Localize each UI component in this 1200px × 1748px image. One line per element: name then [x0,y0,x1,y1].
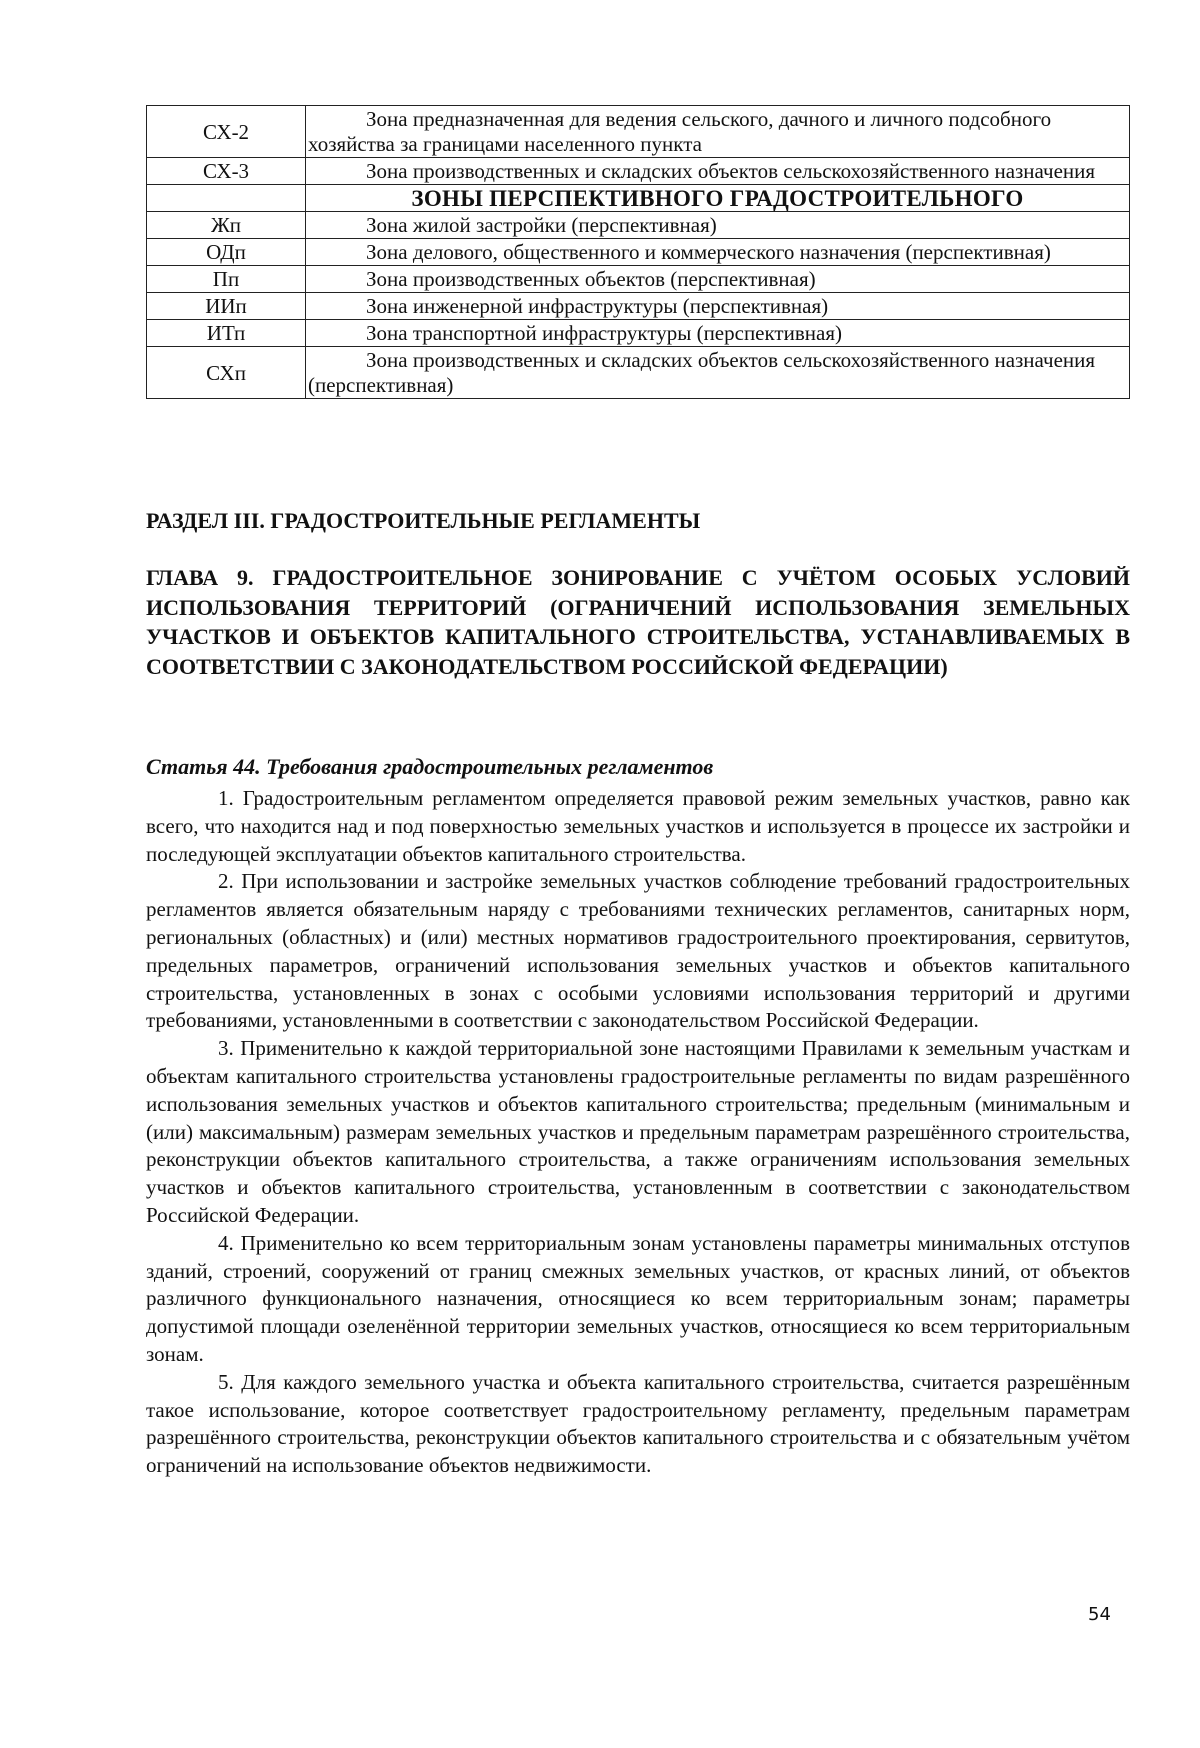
table-row [147,158,1130,185]
zone-code: Пп [147,266,306,293]
zone-code: СХп [147,347,306,399]
zone-description: Зона производственных объектов (перспективная) [306,266,1130,293]
zone-code: СХ-3 [147,158,306,185]
zone-code: ИТп [147,320,306,347]
table-row [147,106,1130,158]
section-title: РАЗДЕЛ III. ГРАДОСТРОИТЕЛЬНЫЕ РЕГЛАМЕНТЫ [146,508,701,533]
zone-description: Зона производственных и складских объектов сельскохозяйственного назначения (перспективная) [306,347,1130,399]
article-body [146,785,1130,1480]
zone-description: Зона производственных и складских объектов сельскохозяйственного назначения [306,158,1130,185]
zone-description: Зона жилой застройки (перспективная) [306,212,1130,239]
paragraph: 3. Применительно к каждой территориальной зоне настоящими Правилами к земельным участкам и объектам капитального строительства установлены градостроительные регламенты по видам разрешённого использования земельных участков и объектов капитального строительства; предельным (минимальным и (или) максимальным) размерам земельных участков и предельным параметрам разрешённого строительства, реконструкции объектов капитального строительства, а также ограничениям использования земельных участков и объектов капитального строительства, установленным в соответствии с законодательством Российской Федерации. [146,1036,1130,1227]
zone-code: Жп [147,212,306,239]
zone-code: ИИп [147,293,306,320]
table-row [147,239,1130,266]
table-row [147,293,1130,320]
article-title: Статья 44. Требования градостроительных регламентов [146,754,714,779]
paragraph: 4. Применительно ко всем территориальным зонам установлены параметры минимальных отступов зданий, строений, сооружений от границ смежных земельных участков, от красных линий, от объектов различного функционального назначения, относящиеся ко всем территориальным зонам; параметры допустимой площади озеленённой территории земельных участков, относящиеся ко всем территориальным зонам. [146,1230,1130,1366]
table-group-heading: ЗОНЫ ПЕРСПЕКТИВНОГО ГРАДОСТРОИТЕЛЬНОГО [306,185,1130,212]
table-group-heading-row [147,185,1130,212]
zone-description: Зона инженерной инфраструктуры (перспективная) [306,293,1130,320]
empty-code-cell [147,185,306,212]
zone-description: Зона предназначенная для ведения сельского, дачного и личного подсобного хозяйства за границами населенного пункта [306,106,1130,158]
zone-code: ОДп [147,239,306,266]
zone-description: Зона транспортной инфраструктуры (перспективная) [306,320,1130,347]
table-row [147,320,1130,347]
zones-table [146,105,1130,399]
zone-description: Зона делового, общественного и коммерческого назначения (перспективная) [306,239,1130,266]
zone-code: СХ-2 [147,106,306,158]
page-number: 54 [1088,1604,1111,1625]
chapter-title: ГЛАВА 9. ГРАДОСТРОИТЕЛЬНОЕ ЗОНИРОВАНИЕ С УЧЁТОМ ОСОБЫХ УСЛОВИЙ ИСПОЛЬЗОВАНИЯ ТЕРРИТОРИЙ (ОГРАНИЧЕНИЙ ИСПОЛЬЗОВАНИЯ ЗЕМЕЛЬНЫХ УЧАСТКОВ И ОБЪЕКТОВ КАПИТАЛЬНОГО СТРОИТЕЛЬСТВА, УСТАНАВЛИВАЕМЫХ В СООТВЕТСТВИИ С ЗАКОНОДАТЕЛЬСТВОМ РОССИЙСКОЙ ФЕДЕРАЦИИ) [146,565,1130,679]
paragraph: 2. При использовании и застройке земельных участков соблюдение требований градостроительных регламентов является обязательным наряду с требованиями технических регламентов, санитарных норм, региональных (областных) и (или) местных нормативов градостроительного проектирования, сервитутов, предельных параметров, ограничений использования земельных участков и объектов капитального строительства, установленных в зонах с особыми условиями использования территорий и другими требованиями, установленными в соответствии с законодательством Российской Федерации. [146,869,1130,1033]
paragraph: 5. Для каждого земельного участка и объекта капитального строительства, считается разрешённым такое использование, которое соответствует градостроительному регламенту, предельным параметрам разрешённого строительства, реконструкции объектов капитального строительства и с обязательным учётом ограничений на использование объектов недвижимости. [146,1369,1130,1478]
table-row [147,212,1130,239]
paragraph: 1. Градостроительным регламентом определяется правовой режим земельных участков, равно как всего, что находится над и под поверхностью земельных участков и используется в процессе их застройки и последующей эксплуатации объектов капитального строительства. [146,786,1130,866]
table-row [147,266,1130,293]
table-row [147,347,1130,399]
